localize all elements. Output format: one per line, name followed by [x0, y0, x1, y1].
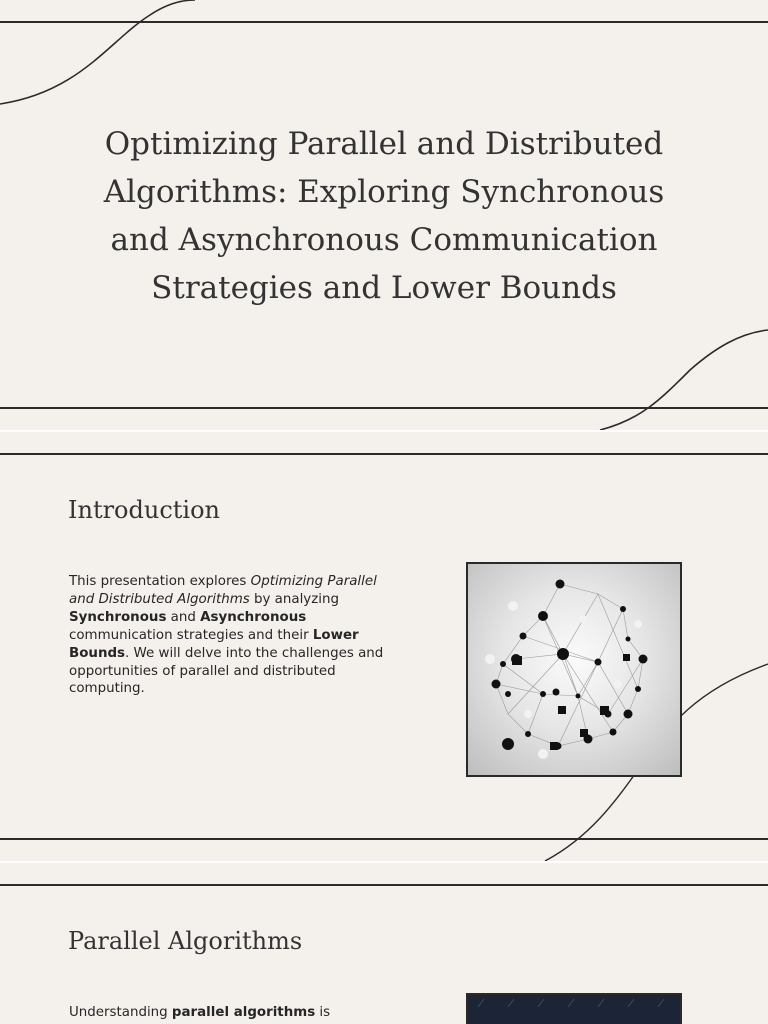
text-run: is [315, 1005, 331, 1020]
bold-run: Asynchronous [200, 609, 307, 625]
text-run: Understanding [69, 1005, 172, 1020]
italic-run: Optimizing Parallel and Distributed Algorithms [69, 574, 377, 607]
bold-run: Synchronous [69, 609, 167, 625]
text-run: and [166, 609, 201, 625]
section-heading: Parallel Algorithms [68, 927, 303, 955]
presentation-title: Optimizing Parallel and Distributed Algorithms: Exploring Synchronous and Asynchronous Communication Strategies and Lower Bounds [103, 126, 665, 306]
text-run: This presentation explores [69, 574, 251, 589]
pattern-graphic [468, 995, 680, 1024]
bold-run: parallel algorithms [171, 1005, 316, 1020]
network-nodes-image [466, 562, 682, 777]
intro-paragraph [69, 573, 391, 698]
introduction-slide [0, 432, 768, 861]
bottom-right-curve [600, 330, 768, 430]
section-heading: Introduction [68, 496, 220, 524]
text-run: . We will delve into the challenges and opportunities of parallel and distributed computing. [69, 645, 384, 697]
network-graphic [468, 564, 680, 775]
parallel-paragraph [69, 1004, 391, 1022]
bold-run: Lower Bounds [69, 627, 359, 661]
parallel-algorithms-slide [0, 863, 768, 1024]
top-left-curve [0, 0, 195, 104]
title-slide [0, 0, 768, 430]
text-run: by analyzing [249, 591, 339, 607]
dark-pattern-image [466, 993, 682, 1024]
text-run: communication strategies and their [69, 627, 313, 643]
